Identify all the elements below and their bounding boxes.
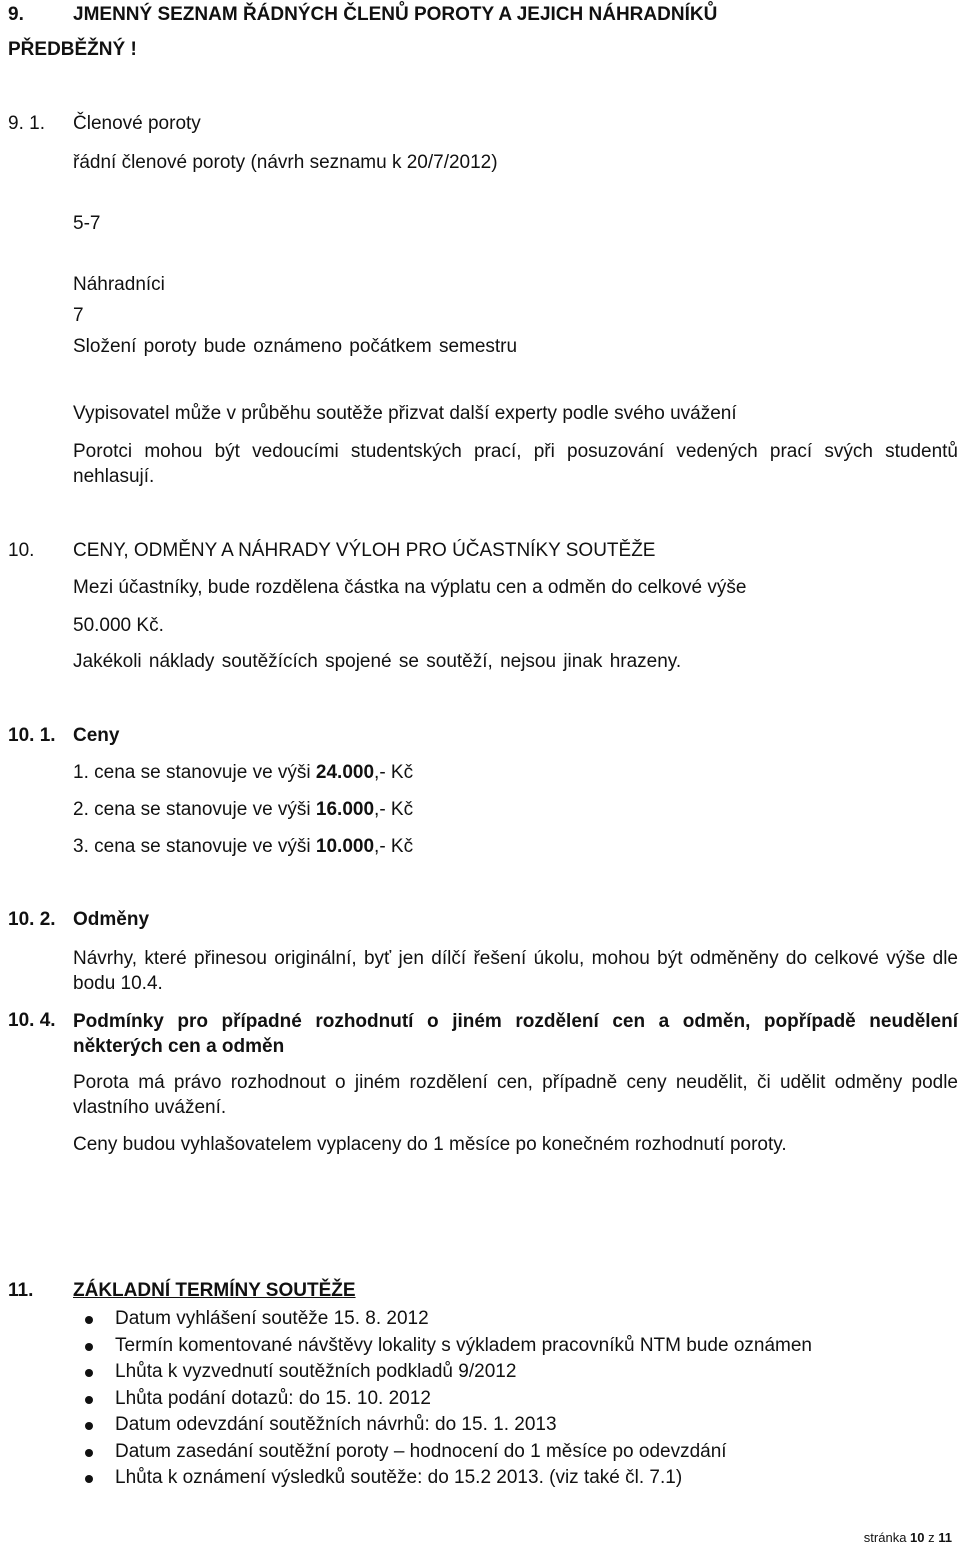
list-item [85,1465,812,1492]
prize-amount: 24.000 [315,762,375,783]
footer-label: stránka [863,1530,911,1545]
text-line: 7 [73,305,84,326]
text-line: Složení poroty bude oznámeno počátkem semestru [73,336,518,357]
prize-line [73,761,413,785]
bullet-icon [85,1343,93,1351]
prize-line [73,835,413,859]
subsection-title: Podmínky pro případné rozhodnutí o jiném rozdělení cen a odměn, popřípadě neudělení některých cen a odměn [73,1011,958,1057]
list-item-text: Termín komentované návštěvy lokality s výkladem pracovníků NTM bude oznámen [115,1334,812,1356]
bullet-icon [85,1449,93,1457]
section-title: CENY, ODMĚNY A NÁHRADY VÝLOH PRO ÚČASTNÍKY SOUTĚŽE [73,540,656,561]
deadline-list [85,1306,812,1492]
footer-separator: z [924,1530,939,1545]
list-item [85,1306,812,1333]
list-item-text: Datum zasedání soutěžní poroty – hodnocení do 1 měsíce po odevzdání [115,1440,727,1462]
prize-amount: 10.000 [315,836,375,857]
text-line: Ceny budou vyhlašovatelem vyplaceny do 1 měsíce po konečném rozhodnutí poroty. [73,1134,787,1155]
section-number: 10. [8,540,35,561]
prize-text: 3. cena se stanovuje ve výši [73,836,316,857]
prize-amount: 16.000 [315,799,375,820]
subsection-title: Ceny [73,725,120,746]
page-footer [864,1530,952,1545]
text-line: Vypisovatel může v průběhu soutěže přizvat další experty podle svého uvážení [73,403,737,424]
text-line: 50.000 Kč. [73,615,164,636]
subsection-number: 10. 4. [8,1010,56,1031]
text-line: řádní členové poroty (návrh seznamu k 20/7/2012) [73,152,498,173]
text-line: Náhradníci [73,274,165,295]
section-number: 9. [8,4,24,25]
bullet-icon [85,1316,93,1324]
subsection-number: 9. 1. [8,113,45,134]
text-line: Mezi účastníky, bude rozdělena částka na výplatu cen a odměn do celkové výše [73,577,747,598]
prize-line [73,798,413,822]
subsection-title: Členové poroty [73,113,201,134]
prize-text: 1. cena se stanovuje ve výši [73,762,316,783]
section-subtitle: PŘEDBĚŽNÝ ! [8,39,137,60]
list-item-text: Lhůta podání dotazů: do 15. 10. 2012 [115,1387,431,1409]
prize-currency: ,- Kč [374,799,414,820]
prize-currency: ,- Kč [374,762,414,783]
bullet-icon [85,1475,93,1483]
section-title: JMENNÝ SEZNAM ŘÁDNÝCH ČLENŮ POROTY A JEJICH NÁHRADNÍKŮ [73,4,718,25]
list-item [85,1333,812,1360]
text-line: Jakékoli náklady soutěžících spojené se soutěží, nejsou jinak hrazeny. [73,651,682,672]
current-page: 10 [910,1530,925,1545]
subsection-number: 10. 1. [8,725,56,746]
prize-text: 2. cena se stanovuje ve výši [73,799,316,820]
subsection-number: 10. 2. [8,909,56,930]
total-pages: 11 [938,1530,952,1545]
paragraph: Návrhy, které přinesou originální, byť jen dílčí řešení úkolu, mohou být odměněny do celkové výše dle bodu 10.4. [73,948,958,994]
text-line: 5-7 [73,213,101,234]
section-number: 11. [8,1280,34,1301]
prize-currency: ,- Kč [374,836,414,857]
list-item-text: Lhůta k vyzvednutí soutěžních podkladů 9/2012 [115,1361,517,1382]
bullet-icon [85,1369,93,1377]
paragraph: Porota má právo rozhodnout o jiném rozdělení cen, případně ceny neudělit, či udělit odměny podle vlastního uvážení. [73,1072,958,1118]
paragraph: Porotci mohou být vedoucími studentských prací, při posuzování vedených prací svých studentů nehlasují. [73,441,958,487]
list-item [85,1439,812,1466]
list-item [85,1359,812,1386]
list-item-text: Datum odevzdání soutěžních návrhů: do 15. 1. 2013 [115,1414,557,1435]
list-item-text: Datum vyhlášení soutěže 15. 8. 2012 [115,1308,429,1329]
bullet-icon [85,1396,93,1404]
bullet-icon [85,1422,93,1430]
list-item [85,1412,812,1439]
list-item-text: Lhůta k oznámení výsledků soutěže: do 15.2 2013. (viz také čl. 7.1) [115,1467,683,1488]
subsection-title: Odměny [73,909,150,930]
section-title: ZÁKLADNÍ TERMÍNY SOUTĚŽE [73,1280,356,1301]
list-item [85,1386,812,1413]
